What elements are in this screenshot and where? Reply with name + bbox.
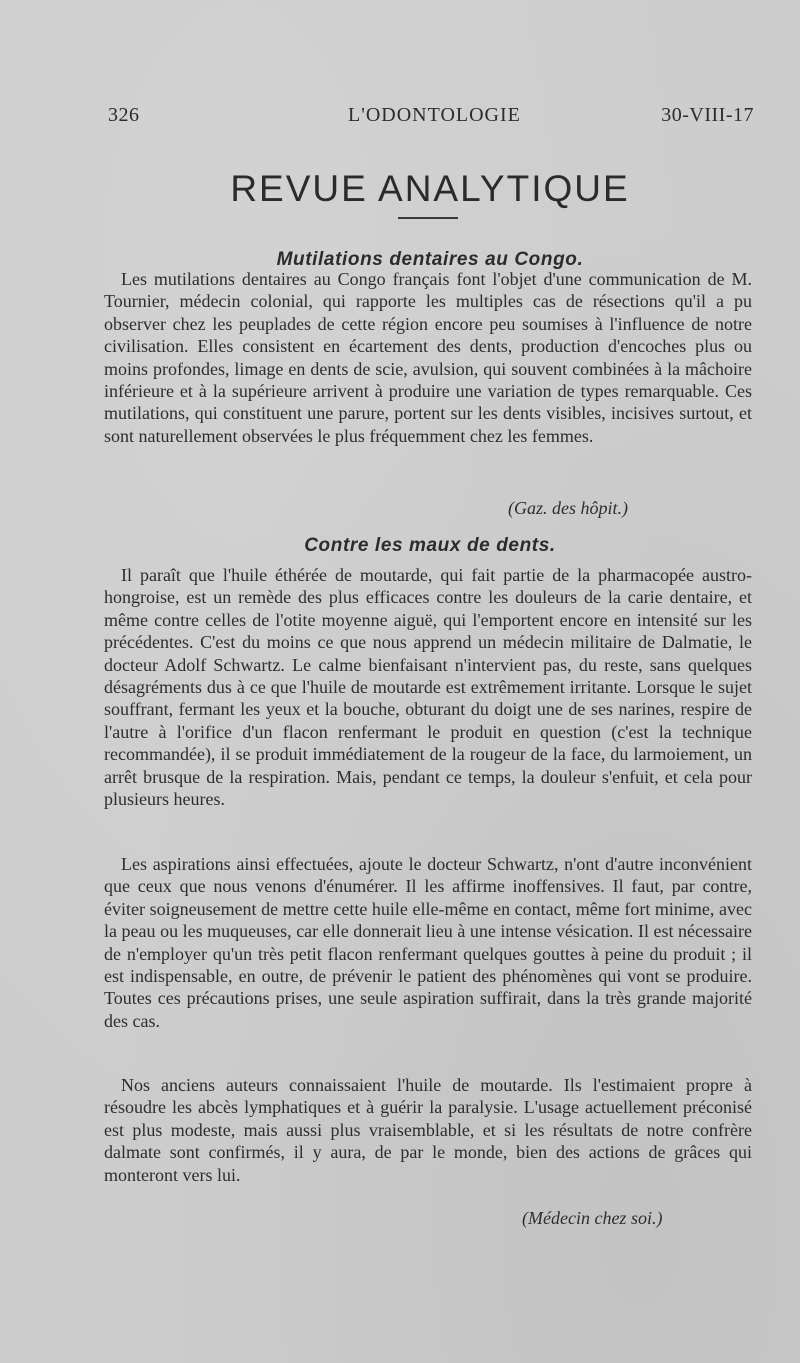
section-heading-toothache: Contre les maux de dents.: [304, 535, 556, 556]
paragraph: Il paraît que l'huile éthérée de moutarde, qui fait partie de la pharmacopée austro-hongroise, est un remède des plus efficaces contre les douleurs de la carie dentaire, et même contre celles de l'otite moyenne aiguë, qui l'emportent encore en intensité sur les précédentes. C'est du moins ce que nous apprend un médecin militaire de Dalmatie, le docteur Adolf Schwartz. Le calme bienfaisant n'intervient pas, du reste, sans quelques désagréments dus à ce que l'huile de moutarde est extrêmement irritante. Lorsque le sujet souffrant, fermant les yeux et la bouche, obturant du doigt une de ses narines, respire de l'autre à l'orifice d'un flacon renfermant le produit en question (c'est la technique recommandée), il se produit immédiatement de la rougeur de la face, du larmoiement, un arrêt brusque de la respiration. Mais, pendant ce temps, la douleur s'enfuit, et cela pour plusieurs heures.: [104, 565, 752, 810]
section-body-toothache-3: [104, 1074, 752, 1186]
section-heading-congo: Mutilations dentaires au Congo.: [276, 249, 584, 270]
source-citation: (Médecin chez soi.): [522, 1208, 663, 1228]
page-number: 326: [108, 104, 140, 126]
issue-date: 30-VIII-17: [661, 104, 754, 126]
paragraph: Les mutilations dentaires au Congo français font l'objet d'une communication de M. Tournier, médecin colonial, qui rapporte les multiples cas de résections qu'il a pu observer chez les peuplades de cette région encore peu soumises à l'influence de notre civilisation. Elles consistent en écartement des dents, production d'encoches plus ou moins profondes, limage en dents de scie, avulsion, qui souvent combinées à la mâchoire inférieure et à la supérieure arrivent à produire une variation de types remarquable. Ces mutilations, qui constituent une parure, portent sur les dents visibles, incisives surtout, et sont naturellement observées le plus fréquemment chez les femmes.: [104, 269, 752, 446]
section-body-toothache-1: [104, 564, 752, 810]
paragraph: Les aspirations ainsi effectuées, ajoute le docteur Schwartz, n'ont d'autre inconvénient que ceux que nous venons d'énumérer. Il les affirme inoffensives. Il faut, par contre, éviter soigneusement de mettre cette huile elle-même en contact, même fort minime, avec la peau ou les muqueuses, car elle donnerait lieu à une intense vésication. Il est nécessaire de n'employer qu'un très petit flacon renfermant quelques gouttes à peine du produit ; il est indispensable, en outre, de prévenir le patient des phénomènes qui vont se produire. Toutes ces précautions prises, une seule aspiration suffirait, dans la très grande majorité des cas.: [104, 854, 752, 1031]
page-title: REVUE ANALYTIQUE: [230, 168, 630, 209]
journal-title: L'ODONTOLOGIE: [348, 104, 521, 126]
section-body-congo: [104, 268, 752, 447]
paragraph: Nos anciens auteurs connaissaient l'huile de moutarde. Ils l'estimaient propre à résoudre les abcès lymphatiques et à guérir la paralysie. L'usage actuellement préconisé est plus modeste, mais aussi plus vraisemblable, et si les résultats de notre confrère dalmate sont confirmés, il y aura, de par le monde, bien des actions de grâces qui monteront vers lui.: [104, 1075, 752, 1185]
source-citation: (Gaz. des hôpit.): [508, 498, 628, 518]
running-header: [108, 104, 754, 132]
title-divider: [398, 217, 458, 219]
section-body-toothache-2: [104, 853, 752, 1032]
